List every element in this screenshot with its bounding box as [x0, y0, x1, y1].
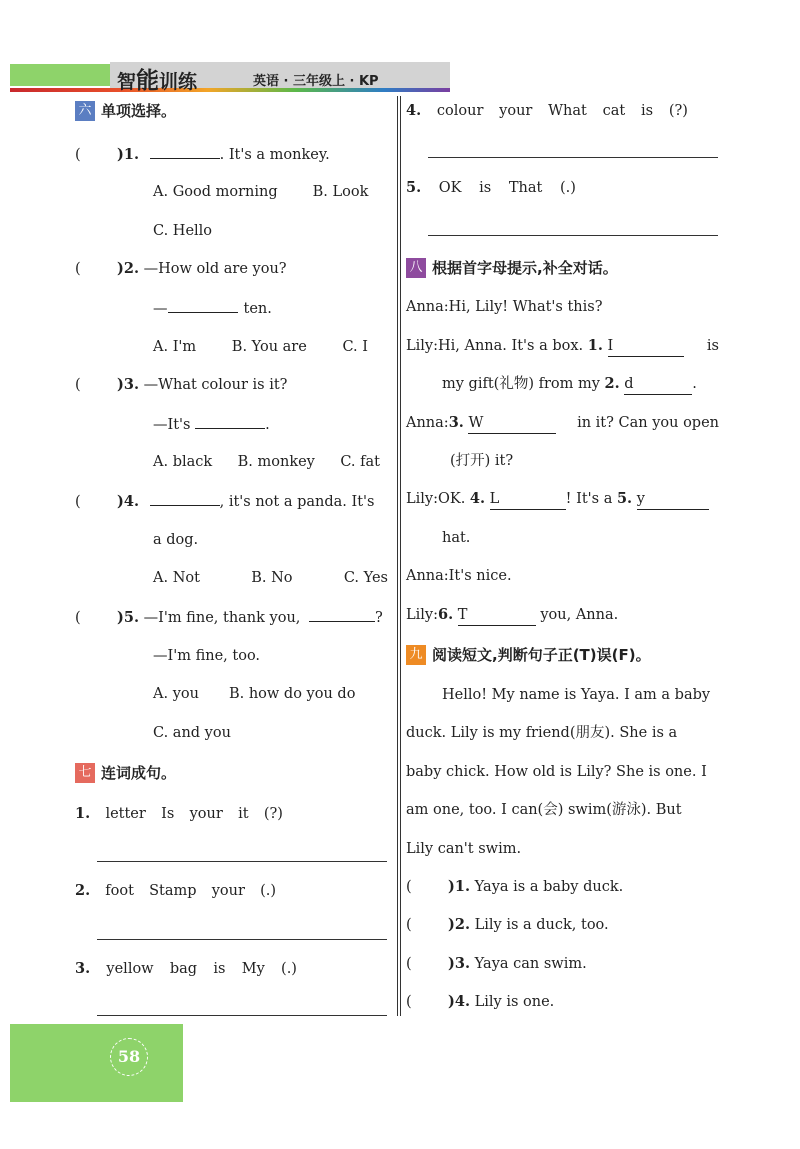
dialog-blank-3[interactable]: W: [468, 413, 556, 434]
header-rainbow-stripe: [10, 88, 450, 92]
section-9-badge: 九: [406, 645, 426, 665]
dialog-line-6: Lily:OK. 4. L ! It's a 5. y: [406, 489, 709, 510]
sec7-item-3: 3. yellow bag is My (.): [75, 960, 297, 977]
dialog-line-4: Anna:3. W in it? Can you open: [406, 413, 719, 434]
header-brand: 智能训练: [117, 68, 198, 94]
page-number: 58: [110, 1038, 148, 1076]
q6-1-option-c: C. Hello: [153, 223, 213, 239]
passage-line-5: Lily can't swim.: [406, 841, 522, 857]
q6-4: ( )4. , it's not a panda. It's: [75, 493, 375, 510]
dialog-blank-6[interactable]: T: [458, 605, 536, 626]
dialog-blank-2[interactable]: d: [624, 374, 692, 395]
q6-4-options: A. Not B. No C. Yes: [153, 570, 388, 586]
dialog-line-7: hat.: [442, 530, 471, 546]
dialog-line-1: Anna:Hi, Lily! What's this?: [406, 299, 603, 315]
answer-blank[interactable]: [309, 607, 375, 622]
q6-1-options: A. Good morning B. Look: [153, 184, 369, 200]
section-6-heading: 六 单项选择。: [75, 101, 176, 121]
answer-blank[interactable]: [168, 298, 238, 313]
q6-3-line2: —It's .: [153, 414, 270, 435]
sec7-item-1: 1. letter Is your it (?): [75, 805, 283, 822]
answer-line[interactable]: [97, 939, 387, 940]
dialog-line-5: (打开) it?: [450, 453, 514, 469]
q6-2: ( )2. —How old are you?: [75, 260, 287, 277]
answer-line[interactable]: [97, 861, 387, 862]
footer-green-block: [10, 1024, 183, 1102]
tf-item-2: ( )2. Lily is a duck, too.: [406, 916, 609, 933]
section-8-badge: 八: [406, 258, 426, 278]
q6-3-options: A. black B. monkey C. fat: [153, 454, 380, 470]
passage-line-4: am one, too. I can(会) swim(游泳). But: [406, 802, 682, 818]
section-7-heading: 七 连词成句。: [75, 763, 176, 783]
section-9-heading: 九 阅读短文,判断句子正(T)误(F)。: [406, 645, 651, 665]
q6-5: ( )5. —I'm fine, thank you, ?: [75, 609, 383, 626]
sec7-item-2: 2. foot Stamp your (.): [75, 882, 276, 899]
q6-1: ( )1. . It's a monkey.: [75, 146, 330, 163]
passage-line-2: duck. Lily is my friend(朋友). She is a: [406, 725, 678, 741]
tf-item-1: ( )1. Yaya is a baby duck.: [406, 878, 624, 895]
answer-blank[interactable]: [195, 414, 265, 429]
answer-line[interactable]: [428, 157, 718, 158]
q6-2-options: A. I'm B. You are C. I: [153, 339, 368, 355]
q6-5-line2: —I'm fine, too.: [153, 648, 261, 664]
dialog-blank-4[interactable]: L: [490, 489, 566, 510]
q6-5-options: A. you B. how do you do: [153, 686, 356, 702]
sec7-item-5: 5. OK is That (.): [406, 179, 576, 196]
section-8-heading: 八 根据首字母提示,补全对话。: [406, 258, 618, 278]
tf-item-4: ( )4. Lily is one.: [406, 993, 555, 1010]
section-6-badge: 六: [75, 101, 95, 121]
dialog-blank-5[interactable]: y: [637, 489, 709, 510]
header-subject: 英语 · 三年级上 · KP: [253, 74, 379, 89]
passage-line-3: baby chick. How old is Lily? She is one. I: [406, 764, 707, 780]
answer-blank[interactable]: [150, 491, 220, 506]
q6-3: ( )3. —What colour is it?: [75, 376, 288, 393]
sec7-item-4: 4. colour your What cat is (?): [406, 102, 688, 119]
dialog-line-2: Lily:Hi, Anna. It's a box. 1. I is: [406, 336, 719, 357]
dialog-line-3: my gift(礼物) from my 2. d .: [442, 374, 697, 395]
passage-line-1: Hello! My name is Yaya. I am a baby: [442, 687, 711, 703]
answer-line[interactable]: [97, 1015, 387, 1016]
q6-2-line2: — ten.: [153, 298, 272, 319]
header-green-bar: [10, 64, 110, 86]
dialog-blank-1[interactable]: I: [608, 336, 684, 357]
answer-blank[interactable]: [150, 144, 220, 159]
dialog-line-9: Lily:6. T you, Anna.: [406, 605, 618, 626]
answer-line[interactable]: [428, 235, 718, 236]
tf-item-3: ( )3. Yaya can swim.: [406, 955, 587, 972]
dialog-line-8: Anna:It's nice.: [406, 568, 512, 584]
section-7-badge: 七: [75, 763, 95, 783]
q6-5-option-c: C. and you: [153, 725, 231, 741]
q6-4-line2: a dog.: [153, 532, 199, 548]
column-divider: [397, 96, 401, 1016]
